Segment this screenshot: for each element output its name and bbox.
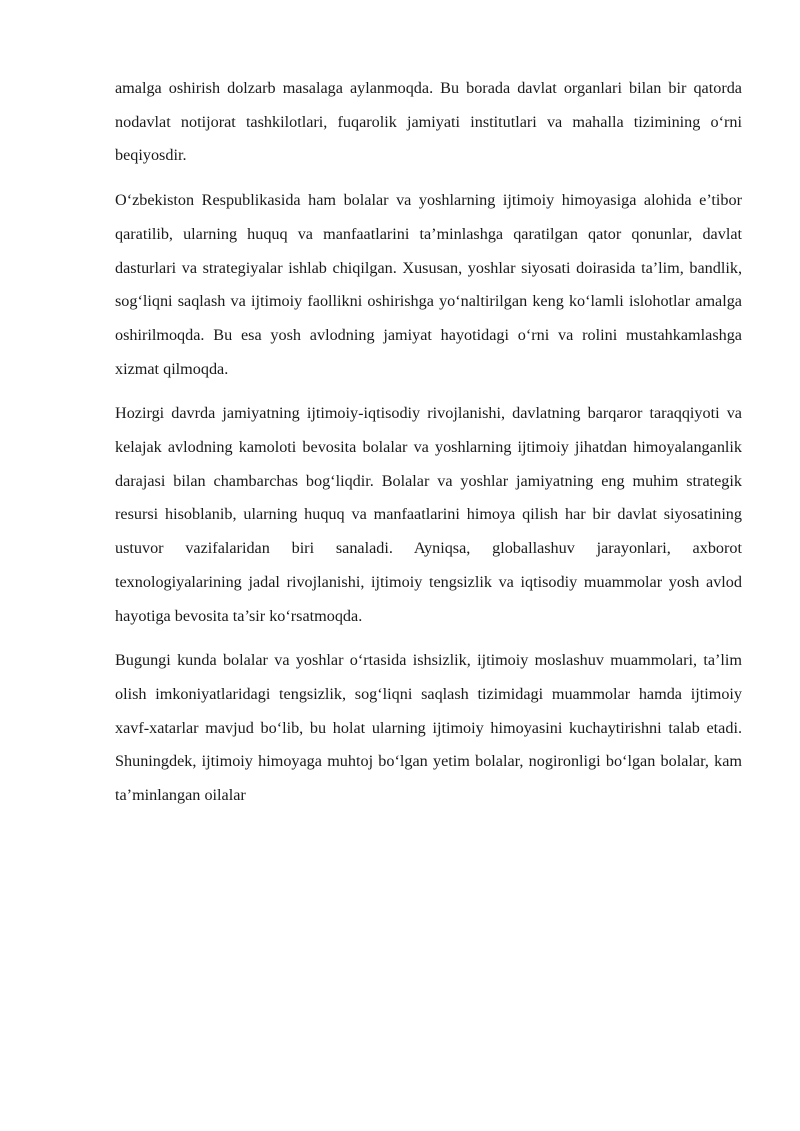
document-body (115, 72, 742, 824)
paragraph-2: O‘zbekiston Respublikasida ham bolalar va yoshlarning ijtimoiy himoyasiga alohida e’tibor qaratilib, ularning huquq va manfaatlarini ta’minlashga qaratilgan qator qonunlar, davlat dasturlari va strategiyalar ishlab chiqilgan. Xususan, yoshlar siyosati doirasida ta’lim, bandlik, sog‘liqni saqlash va ijtimoiy faollikni oshirishga yo‘naltirilgan keng ko‘lamli islohotlar amalga oshirilmoqda. Bu esa yosh avlodning jamiyat hayotidagi o‘rni va rolini mustahkamlashga xizmat qilmoqda. (115, 191, 742, 378)
paragraph-3: Hozirgi davrda jamiyatning ijtimoiy-iqtisodiy rivojlanishi, davlatning barqaror taraqqiyoti va kelajak avlodning kamoloti bevosita bolalar va yoshlarning ijtimoiy jihatdan himoyalanganlik darajasi bilan chambarchas bog‘liqdir. Bolalar va yoshlar jamiyatning eng muhim strategik resursi hisoblanib, ularning huquq va manfaatlarini himoya qilish har bir davlat siyosatining ustuvor vazifalaridan biri sanaladi. Ayniqsa, globallashuv jarayonlari, axborot texnologiyalarining jadal rivojlanishi, ijtimoiy tengsizlik va iqtisodiy muammolar yosh avlod hayotiga bevosita ta’sir ko‘rsatmoqda. (115, 404, 742, 625)
paragraph-4: Bugungi kunda bolalar va yoshlar o‘rtasida ishsizlik, ijtimoiy moslashuv muammolari, ta’lim olish imkoniyatlaridagi tengsizlik, sog‘liqni saqlash tizimidagi muammolar hamda ijtimoiy xavf-xatarlar mavjud bo‘lib, bu holat ularning ijtimoiy himoyasini kuchaytirishni talab etadi. Shuningdek, ijtimoiy himoyaga muhtoj bo‘lgan yetim bolalar, nogironligi bo‘lgan bolalar, kam ta’minlangan oilalar (115, 651, 742, 805)
paragraph-1: amalga oshirish dolzarb masalaga aylanmoqda. Bu borada davlat organlari bilan bir qatorda nodavlat notijorat tashkilotlari, fuqarolik jamiyati institutlari va mahalla tizimining o‘rni beqiyosdir. (115, 79, 742, 165)
